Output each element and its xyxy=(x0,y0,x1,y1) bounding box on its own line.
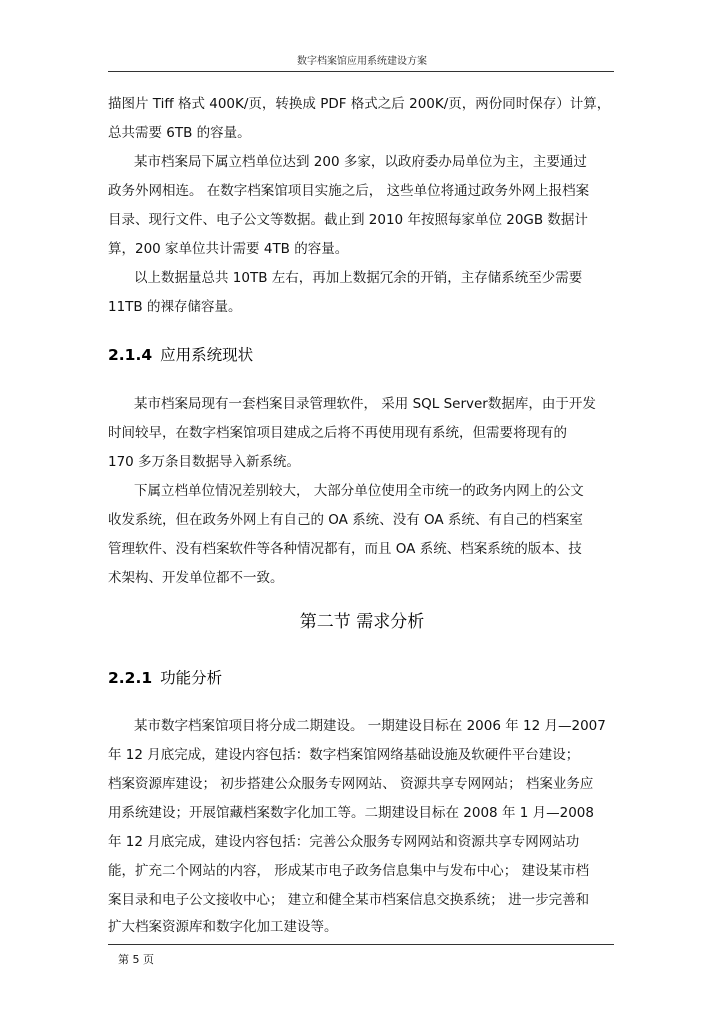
heading-number: 2.2.1 xyxy=(108,669,153,687)
paragraph-line: 用系统建设；开展馆藏档案数字化加工等。二期建设目标在 2008 年 1 月—2008 xyxy=(108,805,594,821)
paragraph-line: 术架构、开发单位都不一致。 xyxy=(108,570,284,586)
paragraph-line: 能，扩充二个网站的内容， 形成某市电子政务信息集中与发布中心； 建设某市档 xyxy=(108,863,590,879)
paragraph-line: 下属立档单位情况差别较大， 大部分单位使用全市统一的政务内网上的公文 xyxy=(134,483,584,499)
paragraph-line: 年 12 月底完成，建设内容包括：数字档案馆网络基础设施及软硬件平台建设； xyxy=(108,747,580,763)
paragraph-line: 算，200 家单位共计需要 4TB 的容量。 xyxy=(108,241,349,257)
heading-number: 2.1.4 xyxy=(108,346,153,364)
paragraph-line: 某市档案局下属立档单位达到 200 多家，以政府委办局单位为主，主要通过 xyxy=(134,154,587,170)
section-title: 第二节 需求分析 xyxy=(299,612,425,632)
paragraph-line: 政务外网相连。 在数字档案馆项目实施之后， 这些单位将通过政务外网上报档案 xyxy=(108,183,590,199)
paragraph-line: 总共需要 6TB 的容量。 xyxy=(108,125,251,141)
paragraph-line: 档案资源库建设； 初步搭建公众服务专网网站、 资源共享专网网站； 档案业务应 xyxy=(108,776,594,792)
paragraph-line: 年 12 月底完成，建设内容包括：完善公众服务专网网站和资源共享专网网站功 xyxy=(108,834,580,850)
paragraph-line: 以上数据量总共 10TB 左右，再加上数据冗余的开销，主存储系统至少需要 xyxy=(134,270,583,286)
paragraph-line: 管理软件、没有档案软件等各种情况都有，而且 OA 系统、档案系统的版本、技 xyxy=(108,541,582,557)
page-number: 第 5 页 xyxy=(118,953,154,966)
paragraph-line: 某市档案局现有一套档案目录管理软件， 采用 SQL Server数据库，由于开发 xyxy=(134,396,596,412)
footer-divider xyxy=(108,944,614,945)
heading-title: 应用系统现状 xyxy=(160,346,254,364)
paragraph-line: 11TB 的裸存储容量。 xyxy=(108,299,242,315)
paragraph-line: 扩大档案资源库和数字化加工建设等。 xyxy=(108,919,338,935)
section-heading-2-1-4 xyxy=(108,345,253,365)
paragraph-line: 描图片 Tiff 格式 400K/页，转换成 PDF 格式之后 200K/页，两份同时保存）计算， xyxy=(108,96,611,112)
header-divider xyxy=(108,71,614,72)
paragraph-line: 收发系统，但在政务外网上有自己的 OA 系统、没有 OA 系统、有自己的档案室 xyxy=(108,512,583,528)
paragraph-line: 时间较早，在数字档案馆项目建成之后将不再使用现有系统，但需要将现有的 xyxy=(108,425,567,441)
paragraph-line: 目录、现行文件、电子公文等数据。截止到 2010 年按照每家单位 20GB 数据计 xyxy=(108,212,588,228)
paragraph-line: 某市数字档案馆项目将分成二期建设。 一期建设目标在 2006 年 12 月—2007 xyxy=(134,718,606,734)
paragraph-line: 170 多万条目数据导入新系统。 xyxy=(108,454,301,470)
heading-title: 功能分析 xyxy=(160,669,223,687)
section-heading-2-2-1 xyxy=(108,668,222,688)
paragraph-line: 案目录和电子公文接收中心； 建立和健全某市档案信息交换系统； 进一步完善和 xyxy=(108,892,590,908)
page-header-title: 数字档案馆应用系统建设方案 xyxy=(297,56,427,67)
